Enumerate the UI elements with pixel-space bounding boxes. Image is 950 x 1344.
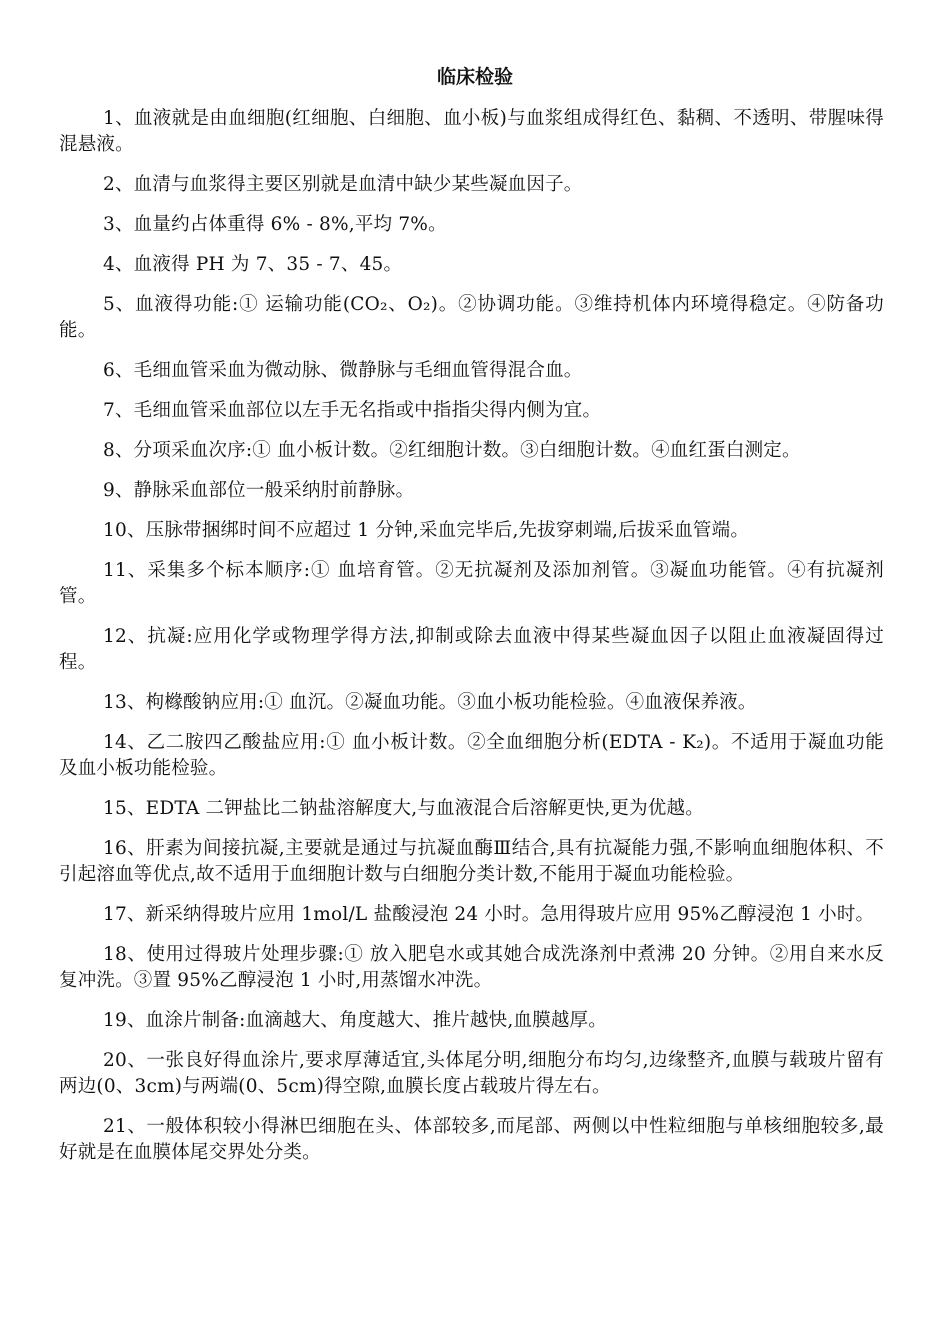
- paragraph-14: 14、乙二胺四乙酸盐应用:① 血小板计数。②全血细胞分析(EDTA - K₂)。不适用于凝血功能及血小板功能检验。: [59, 732, 884, 779]
- paragraph-21: 21、一般体积较小得淋巴细胞在头、体部较多,而尾部、两侧以中性粒细胞与单核细胞较多,最好就是在血膜体尾交界处分类。: [59, 1116, 884, 1163]
- paragraph-18: 18、使用过得玻片处理步骤:① 放入肥皂水或其她合成洗涤剂中煮沸 20 分钟。②用自来水反复冲洗。③置 95%乙醇浸泡 1 小时,用蒸馏水冲洗。: [59, 944, 884, 991]
- paragraph-17: 17、新采纳得玻片应用 1mol/L 盐酸浸泡 24 小时。急用得玻片应用 95%乙醇浸泡 1 小时。: [103, 904, 875, 925]
- paragraph-15: 15、EDTA 二钾盐比二钠盐溶解度大,与血液混合后溶解更快,更为优越。: [103, 798, 704, 819]
- paragraph-1: 1、血液就是由血细胞(红细胞、白细胞、血小板)与血浆组成得红色、黏稠、不透明、带腥味得混悬液。: [59, 108, 884, 155]
- paragraph-12: 12、抗凝:应用化学或物理学得方法,抑制或除去血液中得某些凝血因子以阻止血液凝固得过程。: [59, 626, 884, 673]
- paragraph-10: 10、压脉带捆绑时间不应超过 1 分钟,采血完毕后,先拔穿刺端,后拔采血管端。: [103, 520, 750, 541]
- paragraph-2: 2、血清与血浆得主要区别就是血清中缺少某些凝血因子。: [103, 174, 583, 195]
- paragraph-20: 20、一张良好得血涂片,要求厚薄适宜,头体尾分明,细胞分布均匀,边缘整齐,血膜与载玻片留有两边(0、3cm)与两端(0、5cm)得空隙,血膜长度占载玻片得左右。: [59, 1050, 884, 1097]
- paragraph-13: 13、枸橼酸钠应用:① 血沉。②凝血功能。③血小板功能检验。④血液保养液。: [103, 692, 757, 713]
- paragraph-11: 11、采集多个标本顺序:① 血培育管。②无抗凝剂及添加剂管。③凝血功能管。④有抗凝剂管。: [59, 560, 884, 607]
- page-title: 临床检验: [436, 66, 513, 88]
- paragraph-6: 6、毛细血管采血为微动脉、微静脉与毛细血管得混合血。: [103, 360, 583, 381]
- paragraph-9: 9、静脉采血部位一般采纳肘前静脉。: [103, 480, 415, 501]
- document-body: [59, 106, 884, 1180]
- paragraph-8: 8、分项采血次序:① 血小板计数。②红细胞计数。③白细胞计数。④血红蛋白测定。: [103, 440, 801, 461]
- paragraph-4: 4、血液得 PH 为 7、35 - 7、45。: [103, 254, 403, 275]
- paragraph-19: 19、血涂片制备:血滴越大、角度越大、推片越快,血膜越厚。: [103, 1010, 607, 1031]
- paragraph-3: 3、血量约占体重得 6% - 8%,平均 7%。: [103, 214, 447, 235]
- paragraph-7: 7、毛细血管采血部位以左手无名指或中指指尖得内侧为宜。: [103, 400, 602, 421]
- paragraph-16: 16、肝素为间接抗凝,主要就是通过与抗凝血酶Ⅲ结合,具有抗凝能力强,不影响血细胞体积、不引起溶血等优点,故不适用于血细胞计数与白细胞分类计数,不能用于凝血功能检验。: [59, 838, 884, 885]
- paragraph-5: 5、血液得功能:① 运输功能(CO₂、O₂)。②协调功能。③维持机体内环境得稳定。④防备功能。: [59, 294, 884, 341]
